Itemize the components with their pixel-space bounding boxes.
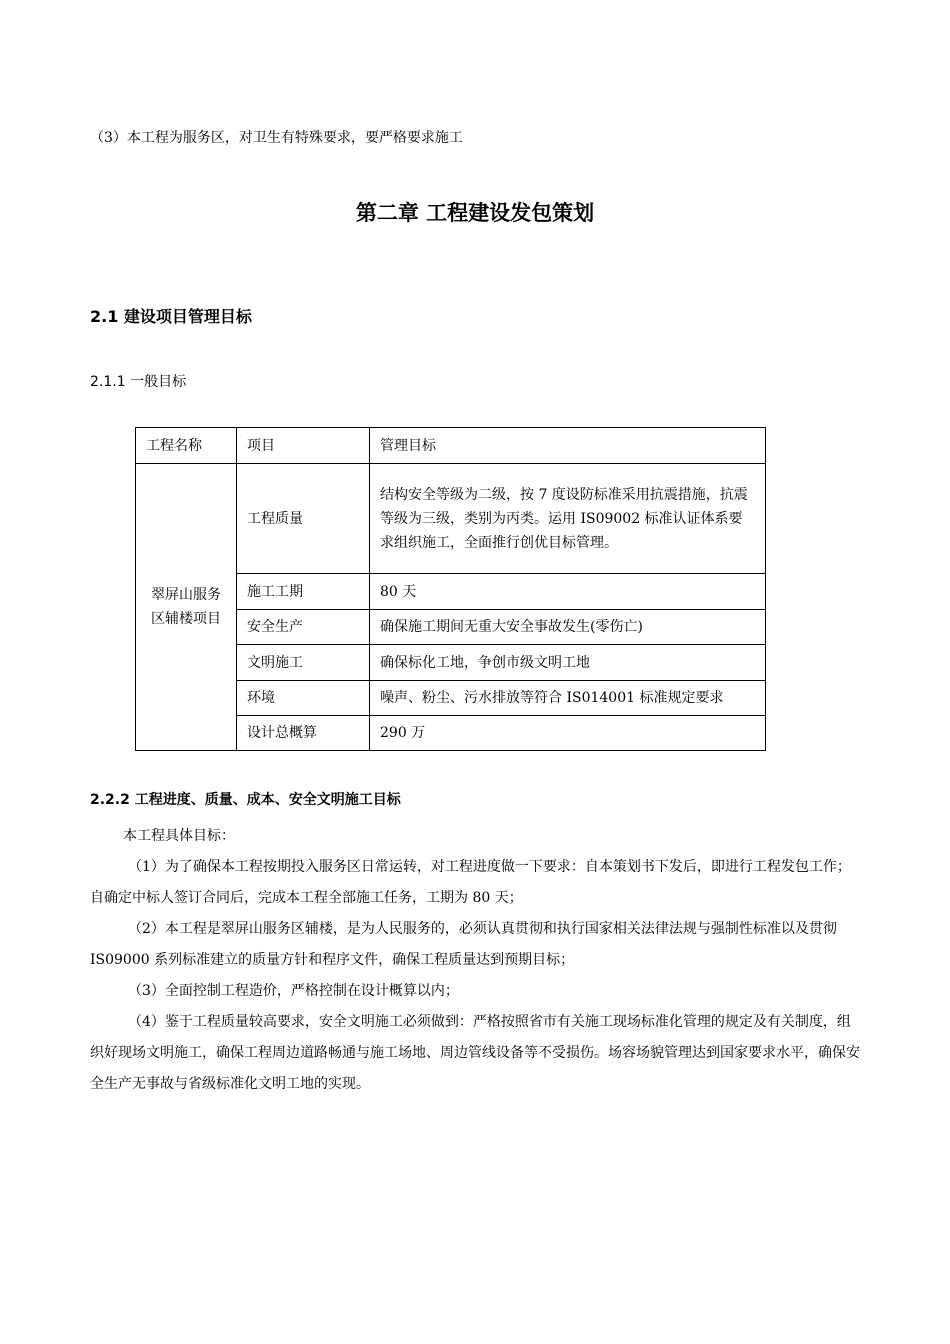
item-cell: 工程质量: [237, 464, 370, 574]
paragraph-4: （4）鉴于工程质量较高要求，安全文明施工必须做到：严格按照省市有关施工现场标准化管理的规定及有关制度，组织好现场文明施工，确保工程周边道路畅通与施工场地、周边管线设备等不受损伤。场容场貌管理达到国家要求水平，确保安全生产无事故与省级标准化文明工地的实现。: [90, 1014, 860, 1092]
paragraph-2: （2）本工程是翠屏山服务区辅楼，是为人民服务的，必须认真贯彻和执行国家相关法律法规与强制性标准以及贯彻 IS09000 系列标准建立的质量方针和程序文件，确保工程质量达到预期目标；: [90, 921, 837, 968]
chapter-title: 第二章 工程建设发包策划: [355, 201, 595, 225]
header-goal: 管理目标: [370, 428, 766, 464]
goal-cell: 290 万: [370, 716, 766, 751]
project-name-cell: 翠屏山服务区辅楼项目: [136, 464, 237, 751]
table-header-row: [136, 428, 766, 464]
header-project-name: 工程名称: [136, 428, 237, 464]
intro-line: （3）本工程为服务区，对卫生有特殊要求，要严格要求施工: [90, 130, 463, 146]
goal-cell: 噪声、粉尘、污水排放等符合 IS014001 标准规定要求: [370, 681, 766, 716]
table-row: [136, 464, 766, 574]
section-heading-2-1: 2.1 建设项目管理目标: [90, 307, 252, 326]
item-cell: 安全生产: [237, 610, 370, 645]
item-cell: 文明施工: [237, 645, 370, 681]
item-cell: 环境: [237, 681, 370, 716]
item-cell: 施工工期: [237, 574, 370, 610]
paragraph-intro: 本工程具体目标：: [123, 828, 235, 844]
paragraph-1: （1）为了确保本工程按期投入服务区日常运转，对工程进度做一下要求：自本策划书下发后，即进行工程发包工作；自确定中标人签订合同后，完成本工程全部施工任务，工期为 80 天；: [90, 859, 851, 906]
goal-cell: 确保标化工地，争创市级文明工地: [370, 645, 766, 681]
goals-body: [90, 821, 860, 1100]
goal-cell: 结构安全等级为二级，按 7 度设防标准采用抗震措施，抗震等级为三级，类别为丙类。运用 IS09002 标准认证体系要求组织施工，全面推行创优目标管理。: [370, 464, 766, 574]
paragraph-3: （3）全面控制工程造价，严格控制在设计概算以内；: [128, 983, 459, 999]
goal-cell: 确保施工期间无重大安全事故发生(零伤亡): [370, 610, 766, 645]
management-goals-table: [135, 427, 766, 751]
section-heading-2-1-1: 2.1.1 一般目标: [90, 374, 187, 390]
section-heading-2-2-2: 2.2.2 工程进度、质量、成本、安全文明施工目标: [90, 792, 401, 808]
goal-cell: 80 天: [370, 574, 766, 610]
item-cell: 设计总概算: [237, 716, 370, 751]
header-item: 项目: [237, 428, 370, 464]
